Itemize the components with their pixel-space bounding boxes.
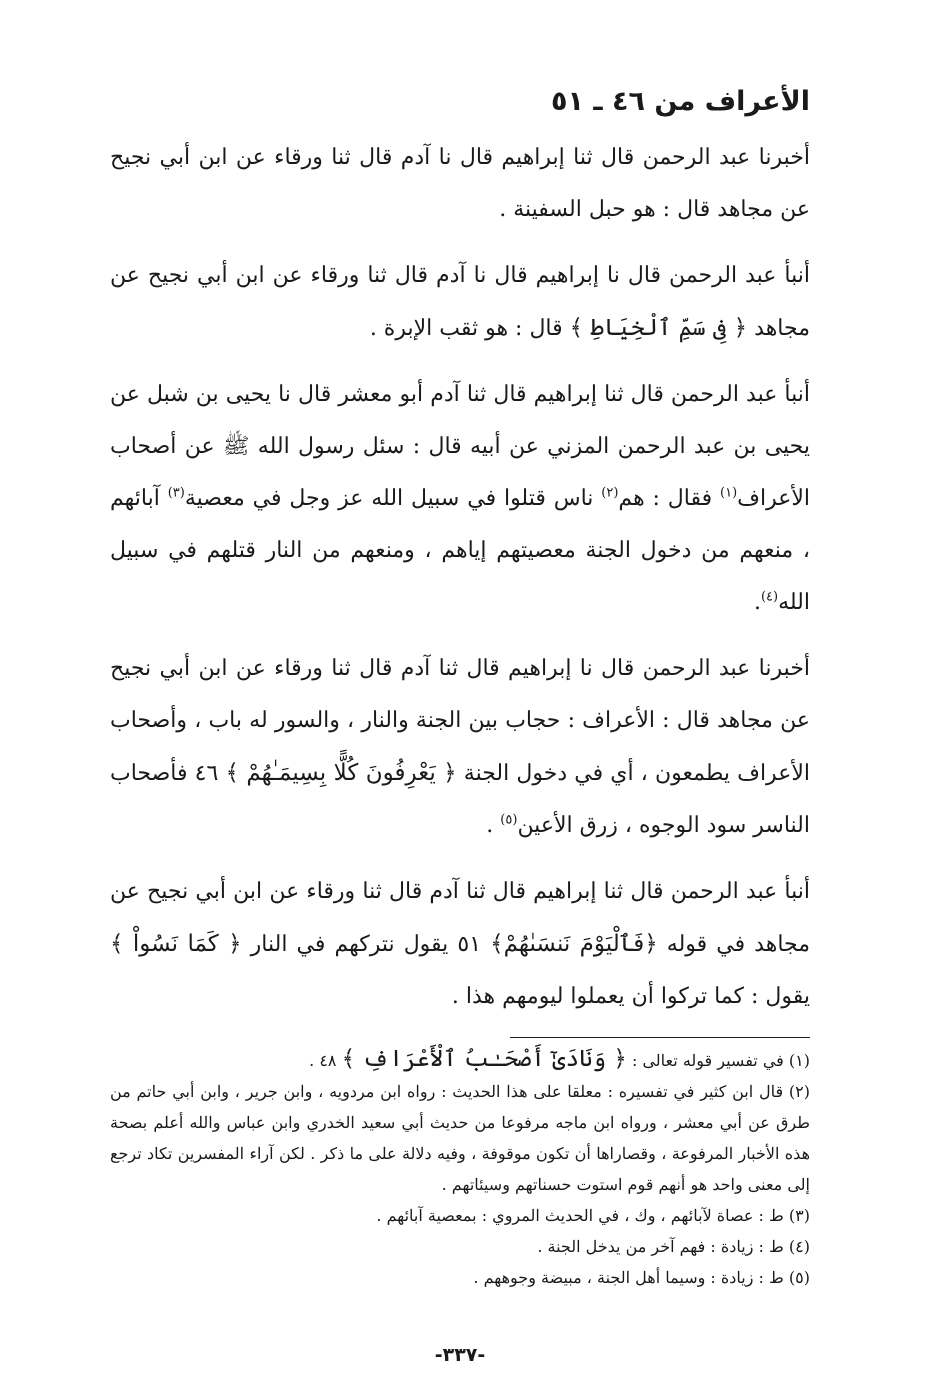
section-heading: الأعراف من ٤٦ ـ ٥١ xyxy=(550,86,810,117)
footnote-ref[interactable]: (٥) xyxy=(500,812,518,828)
footnote-ref[interactable]: (٢) xyxy=(601,485,619,501)
footnote-number: (١) xyxy=(788,1051,810,1070)
quran-quote: ﴿ كَمَا نَسُواْ ﴾ xyxy=(110,931,242,957)
quran-quote: ﴿ يَعْرِفُونَ كُلًّا بِسِيمَـٰهُمْ ﴾ xyxy=(225,760,457,786)
footnote-ref[interactable]: (١) xyxy=(720,485,738,501)
footnote-4 xyxy=(110,1231,810,1262)
paragraph-4 xyxy=(110,643,810,852)
page-number: -٣٣٧- xyxy=(434,1344,486,1366)
footnote-ref[interactable]: (٣) xyxy=(167,485,185,501)
paragraph-text: ٥١ يقول نتركهم في النار xyxy=(241,932,491,957)
paragraph-text: أخبرنا عبد الرحمن قال نا إبراهيم قال ثنا آدم قال ثنا ورقاء عن ابن أبي نجيح عن مجاهد قال : الأعراف : حجاب بين الجنة والنار ، والسور له باب ، وأصحاب الأعراف يطمعون ، أي في دخول الجنة xyxy=(110,656,810,786)
paragraph-text: . xyxy=(486,813,501,838)
footnote-ref[interactable]: (٤) xyxy=(760,589,779,605)
paragraph-text: أنبأ عبد الرحمن قال نا إبراهيم قال نا آدم قال ثنا ورقاء عن ابن أبي نجيح عن مجاهد xyxy=(110,263,810,341)
footnote-text: قال ابن كثير في تفسيره : معلقا على هذا الحديث : رواه ابن مردويه ، وابن جرير ، وابن أبي حاتم من طرق عن أبي معشر ، ورواه ابن ماجه مرفوعا من حديث أبي سعيد الخدري وابن عباس والله أعلم بصحة هذه الأخبار المرفوعة ، وقصاراها أن تكون موقوفة ، وفيه دلالة على ما ذكر . لكن آراء المفسرين تكاد ترجع إلى معنى واحد هو أنهم قوم استوت حسناتهم وسيئاتهم . xyxy=(110,1082,811,1194)
footnote-text: في تفسير قوله تعالى : xyxy=(626,1051,789,1070)
footnote-text: ط : عصاة لآبائهم ، وك ، في الحديث المروي : بمعصية آبائهم . xyxy=(376,1206,789,1225)
footnote-2 xyxy=(110,1076,810,1200)
quran-quote: ﴿ وَنَادَىٰٓ أَصْحَـٰبُ ٱلْأَعْرَافِ ﴾ xyxy=(341,1046,627,1072)
paragraph-text: أنبأ عبد الرحمن قال ثنا إبراهيم قال ثنا آدم قال ثنا ورقاء عن ابن أبي نجيح عن مجاهد في قوله xyxy=(110,879,811,957)
footnote-3 xyxy=(110,1200,810,1231)
footnote-1 xyxy=(110,1044,810,1076)
paragraph-text: أنبأ عبد الرحمن قال ثنا إبراهيم قال ثنا آدم أبو معشر قال نا يحيى بن شبل عن يحيى بن عبد الرحمن المزني عن أبيه قال : سئل رسول الله ﷺ عن أصحاب الأعراف xyxy=(110,382,810,511)
footnote-number: (٢) xyxy=(788,1082,810,1101)
document-page xyxy=(110,80,810,1380)
footnote-number: (٥) xyxy=(788,1268,810,1287)
footnote-number: (٣) xyxy=(788,1206,810,1225)
quran-quote: ﴿فَٱلْيَوْمَ نَنسَىٰهُمْ﴾ xyxy=(490,931,658,957)
paragraph-text: ناس قتلوا في سبيل الله عز وجل في معصية xyxy=(184,486,602,511)
footnote-divider xyxy=(510,1037,810,1038)
paragraph-text: فقال : هم xyxy=(618,486,721,511)
quran-quote: ﴿ فِى سَمِّ ٱلْخِيَاطِ ﴾ xyxy=(569,315,748,341)
footnotes xyxy=(110,1044,810,1293)
footnote-text: ٤٨ . xyxy=(309,1051,342,1070)
paragraph-5 xyxy=(110,866,810,1023)
paragraph-text: . xyxy=(753,590,761,615)
footnote-text: ط : زيادة : وسيما أهل الجنة ، مبيضة وجوههم . xyxy=(473,1268,789,1287)
footnote-text: ط : زيادة : فهم آخر من يدخل الجنة . xyxy=(537,1237,789,1256)
paragraph-1 xyxy=(110,132,810,236)
paragraph-text: آبائهم ، منعهم من دخول الجنة معصيتهم إياهم ، ومنعهم من النار قتلهم في سبيل الله xyxy=(110,486,810,615)
paragraph-text: يقول : كما تركوا أن يعملوا ليومهم هذا . xyxy=(451,984,810,1009)
paragraph-text: أخبرنا عبد الرحمن قال ثنا إبراهيم قال نا آدم قال ثنا ورقاء عن ابن أبي نجيح عن مجاهد قال : هو حبل السفينة . xyxy=(110,145,810,222)
footnote-5 xyxy=(110,1262,810,1293)
footnote-number: (٤) xyxy=(788,1237,810,1256)
paragraph-text: ٤٦ فأصحاب الناسر سود الوجوه ، زرق الأعين xyxy=(110,761,810,838)
paragraph-3 xyxy=(110,369,810,629)
paragraph-2 xyxy=(110,250,810,355)
paragraph-text: قال : هو ثقب الإبرة . xyxy=(369,316,570,341)
